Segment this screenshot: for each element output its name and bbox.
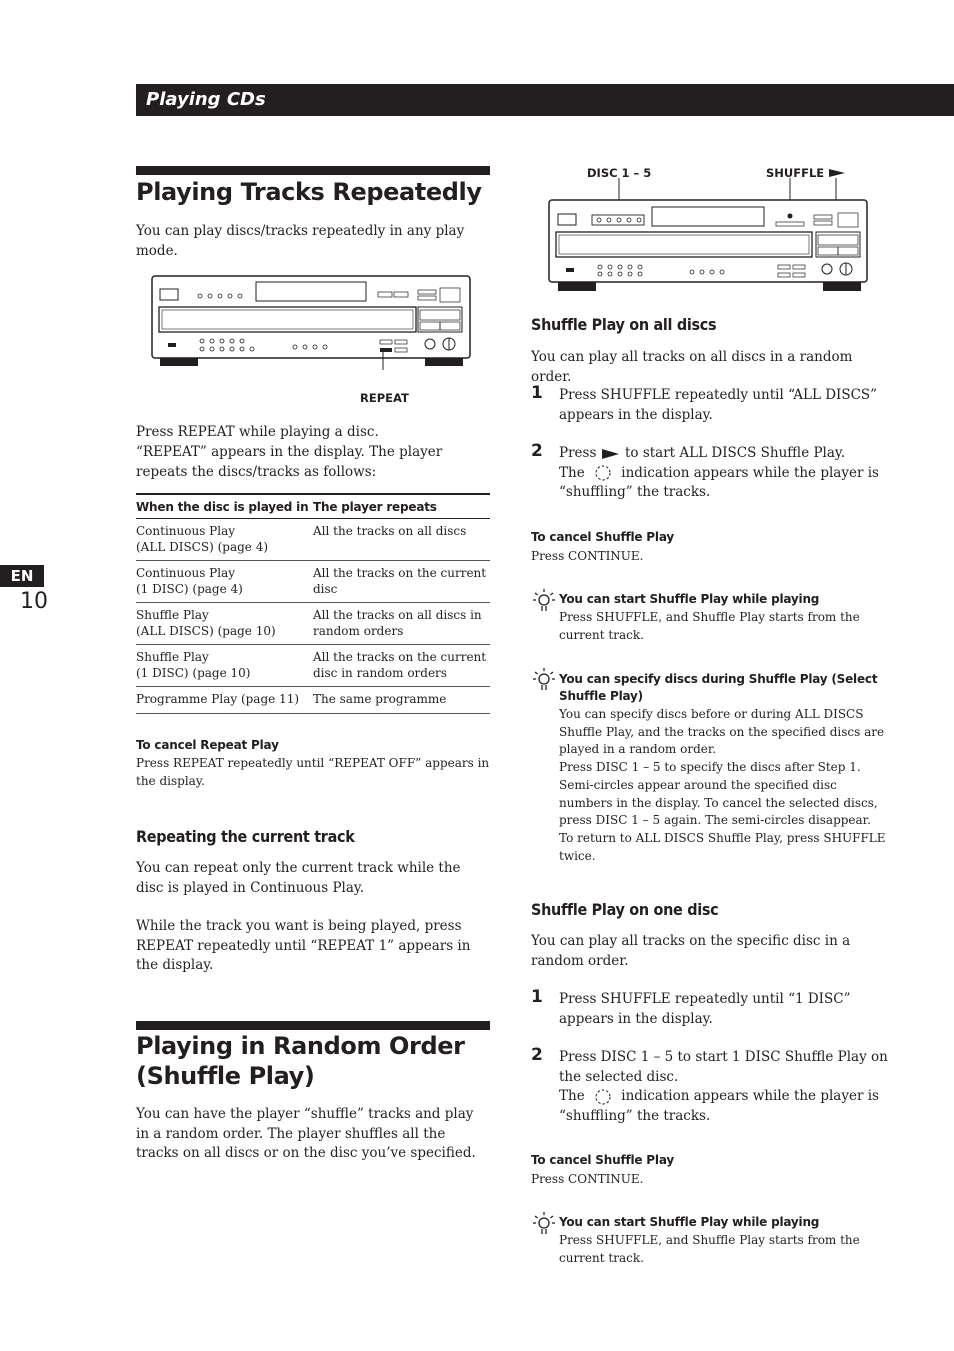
table-row: [136, 603, 490, 645]
table-row: [136, 519, 490, 561]
mode-cell: (1 DISC) (page 4): [136, 581, 243, 596]
lightbulb-tip-icon: [533, 1211, 555, 1237]
cd-player-illustration: [546, 178, 872, 298]
play-icon: [601, 448, 621, 460]
table-row: [136, 561, 490, 603]
repeat-intro: You can play discs/tracks repeatedly in any play mode.: [136, 223, 465, 259]
result-cell: All the tracks on the current: [313, 650, 487, 664]
all-discs-step1: Press SHUFFLE repeatedly until “ALL DISCS” appears in the display.: [559, 387, 878, 423]
tip2-p2: Press DISC 1 – 5 to specify the discs after Step 1.: [559, 760, 861, 774]
tip2-p3: Semi-circles appear around the specified disc numbers in the display. To cancel the selected discs, press DISC 1 – 5 again. The semi-circles disappear.: [559, 778, 878, 827]
tip1-title: You can start Shuffle Play while playing: [559, 592, 820, 606]
tip-text: Press SHUFFLE, and Shuffle Play starts from the current track.: [559, 1233, 860, 1265]
repeat-figure-label: REPEAT: [360, 391, 409, 405]
current-track-title: Repeating the current track: [136, 827, 355, 846]
table-row: [136, 687, 490, 714]
section-rule: [136, 166, 490, 175]
result-cell: All the tracks on all discs in: [313, 608, 482, 622]
step-number: 2: [531, 1045, 543, 1065]
section-rule: [136, 1021, 490, 1030]
one-disc-title: Shuffle Play on one disc: [531, 900, 719, 919]
mode-cell: Continuous Play: [136, 566, 236, 580]
step-number: 1: [531, 987, 543, 1007]
tip2-p4: To return to ALL DISCS Shuffle Play, press SHUFFLE twice.: [559, 831, 886, 863]
step-number: 2: [531, 441, 543, 461]
section-title-shuffle: Playing in Random Order: [136, 1032, 465, 1060]
cancel-repeat-text: Press REPEAT repeatedly until “REPEAT OFF” appears in the display.: [136, 756, 490, 788]
one-disc-step1: Press SHUFFLE repeatedly until “1 DISC” appears in the display.: [559, 991, 851, 1027]
result-cell: All the tracks on all discs: [313, 524, 467, 538]
step2-text: indication appears while the player is: [621, 1088, 879, 1104]
step-number: 1: [531, 383, 543, 403]
step2-text: “shuffling” the tracks.: [559, 484, 711, 500]
lightbulb-tip-icon: [533, 667, 555, 693]
cancel-shuffle-title: To cancel Shuffle Play: [531, 530, 674, 544]
shuffle-indicator-icon: [589, 464, 617, 482]
language-tab: EN: [0, 565, 44, 587]
repeat-press-text: Press REPEAT while playing a disc.: [136, 424, 379, 440]
mode-cell: (ALL DISCS) (page 10): [136, 623, 276, 638]
mode-cell: Shuffle Play: [136, 608, 209, 622]
lightbulb-tip-icon: [533, 588, 555, 614]
page-number: 10: [20, 589, 48, 614]
tip-title: You can start Shuffle Play while playing: [559, 1215, 820, 1229]
tip2-title: You can specify discs during Shuffle Play (Select Shuffle Play): [559, 672, 878, 703]
repeat-description: “REPEAT” appears in the display. The player repeats the discs/tracks as follows:: [136, 444, 443, 480]
mode-cell: (1 DISC) (page 10): [136, 665, 251, 680]
play-icon: [829, 168, 847, 178]
mode-cell: (ALL DISCS) (page 4): [136, 539, 269, 554]
tip1-text: Press SHUFFLE, and Shuffle Play starts from the current track.: [559, 610, 860, 642]
cancel-shuffle-text: Press CONTINUE.: [531, 1172, 644, 1186]
all-discs-intro: You can play all tracks on all discs in a random order.: [531, 349, 853, 385]
mode-cell: Programme Play (page 11): [136, 687, 313, 714]
step2-text: “shuffling” the tracks.: [559, 1107, 711, 1124]
cancel-shuffle-text: Press CONTINUE.: [531, 549, 644, 563]
result-cell: disc: [313, 581, 338, 596]
chapter-header: [136, 84, 954, 116]
table-header: The player repeats: [313, 494, 490, 519]
step2-text: The: [559, 1088, 585, 1104]
repeat-table: [136, 493, 490, 714]
cancel-repeat-title: To cancel Repeat Play: [136, 738, 279, 752]
result-cell: All the tracks on the current: [313, 566, 487, 580]
current-track-p1: You can repeat only the current track while the disc is played in Continuous Play.: [136, 860, 461, 896]
tip2-p1: You can specify discs before or during ALL DISCS Shuffle Play, and the tracks on the specified discs are played in a random order.: [559, 707, 885, 756]
disc-figure-label: DISC 1 – 5: [587, 166, 652, 180]
table-header: When the disc is played in: [136, 494, 313, 519]
step2-text: Press: [559, 445, 597, 461]
mode-cell: Continuous Play: [136, 524, 236, 538]
one-disc-intro: You can play all tracks on the specific disc in a random order.: [531, 933, 851, 969]
cancel-shuffle-title: To cancel Shuffle Play: [531, 1153, 674, 1167]
mode-cell: Shuffle Play: [136, 650, 209, 664]
one-disc-step2: [559, 1048, 889, 1126]
shuffle-intro: You can have the player “shuffle” tracks and play in a random order. The player shuffles all the tracks on all discs or on the disc you’ve specified.: [136, 1106, 476, 1161]
all-discs-title: Shuffle Play on all discs: [531, 315, 717, 334]
step2-text: The: [559, 464, 585, 481]
step2-text: indication appears while the player is: [621, 464, 879, 481]
section-title-shuffle-sub: (Shuffle Play): [136, 1062, 315, 1090]
shuffle-indicator-icon: [589, 1088, 617, 1106]
current-track-p2: While the track you want is being played, press REPEAT repeatedly until “REPEAT 1” appears in the display.: [136, 918, 471, 973]
result-cell: The same programme: [313, 687, 490, 714]
section-title-repeat: Playing Tracks Repeatedly: [136, 178, 482, 206]
shuffle-figure-label: SHUFFLE: [766, 166, 825, 180]
cd-player-illustration: [150, 274, 475, 370]
step2-text: to start ALL DISCS Shuffle Play.: [624, 445, 846, 461]
all-discs-step2: [559, 444, 889, 503]
result-cell: random orders: [313, 623, 404, 638]
step2-text: Press DISC 1 – 5 to start 1 DISC Shuffle Play on the selected disc.: [559, 1049, 888, 1085]
chapter-title: Playing CDs: [146, 89, 266, 110]
table-row: [136, 645, 490, 687]
result-cell: disc in random orders: [313, 665, 447, 680]
